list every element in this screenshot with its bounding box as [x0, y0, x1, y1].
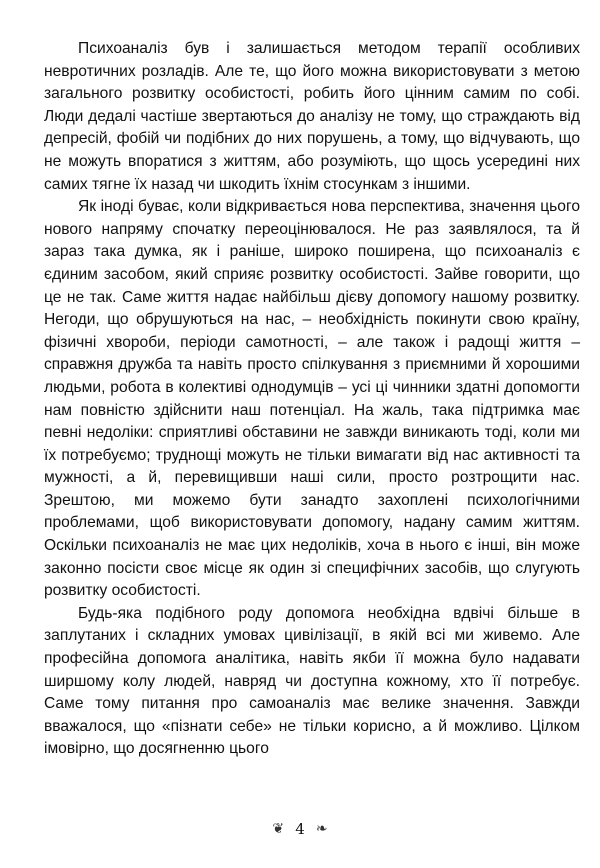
- page-body: [44, 38, 580, 828]
- left-ornament-icon: ❦: [272, 820, 285, 837]
- page-number: 4: [295, 819, 305, 838]
- paragraph-3: Будь-яка подібного роду допомога необхідна вдвічі більше в заплутаних і складних умовах цивілізації, в якій всі ми живемо. Але професійна допомога аналітика, навіть якби її можна було надавати ширшому колу людей, навряд чи доступна кожному, хто її потребує. Саме тому питання про самоаналіз має велике значення. Завжди вважалося, що «пізнати себе» не тільки корисно, а й можливо. Цілком імовірно, що досягненню цього: [44, 604, 580, 758]
- right-ornament-icon: ❧: [315, 820, 328, 837]
- paragraph-2: Як іноді буває, коли відкривається нова перспектива, значення цього нового напряму спочатку переоцінювалося. Не раз заявлялося, та й зараз така думка, як і раніше, широко поширена, що психоаналіз є єдиним засобом, який сприяє розвитку особистості. Зайве говорити, що це не так. Саме життя надає найбільш дієву допомогу нашому розвитку. Негоди, що обрушуються на нас, – необхідність покинути свою країну, фізичні хвороби, періоди самотності, – але також і радощі життя – справжня дружба та навіть просто спілкування з приємними й хорошими людьми, робота в колективі однодумців – усі ці чинники здатні допомогти нам повністю здійснити наш потенціал. На жаль, така підтримка має певні недоліки: сприятливі обставини не завжди виникають тоді, коли ми їх потребуємо; труднощі можуть не тільки вимагати від нас активності та мужності, а й, перевищивши наші сили, просто розтрощити нас. Зрештою, ми можемо бути занадто захоплені психологічними проблемами, щоб використовувати допомогу, надану самим життям. Оскільки психоаналіз не має цих недоліків, хоча в нього є інші, він може законно посісти своє місце як один зі специфічних засобів, що слугують розвитку особистості.: [44, 198, 580, 600]
- paragraph-1: Психоаналіз був і залишається методом терапії особливих невротичних розладів. Але те, що його можна використовувати з метою загального розвитку особистості, робить його цінним самим по собі. Люди дедалі частіше звертаються до аналізу не тому, що страждають від депресій, фобій чи подібних до них порушень, а тому, що відчувають, що не можуть впоратися з життям, або розуміють, що щось усередині них самих тягне їх назад чи шкодить їхнім стосункам з іншими.: [44, 40, 580, 193]
- page-footer: [0, 818, 600, 842]
